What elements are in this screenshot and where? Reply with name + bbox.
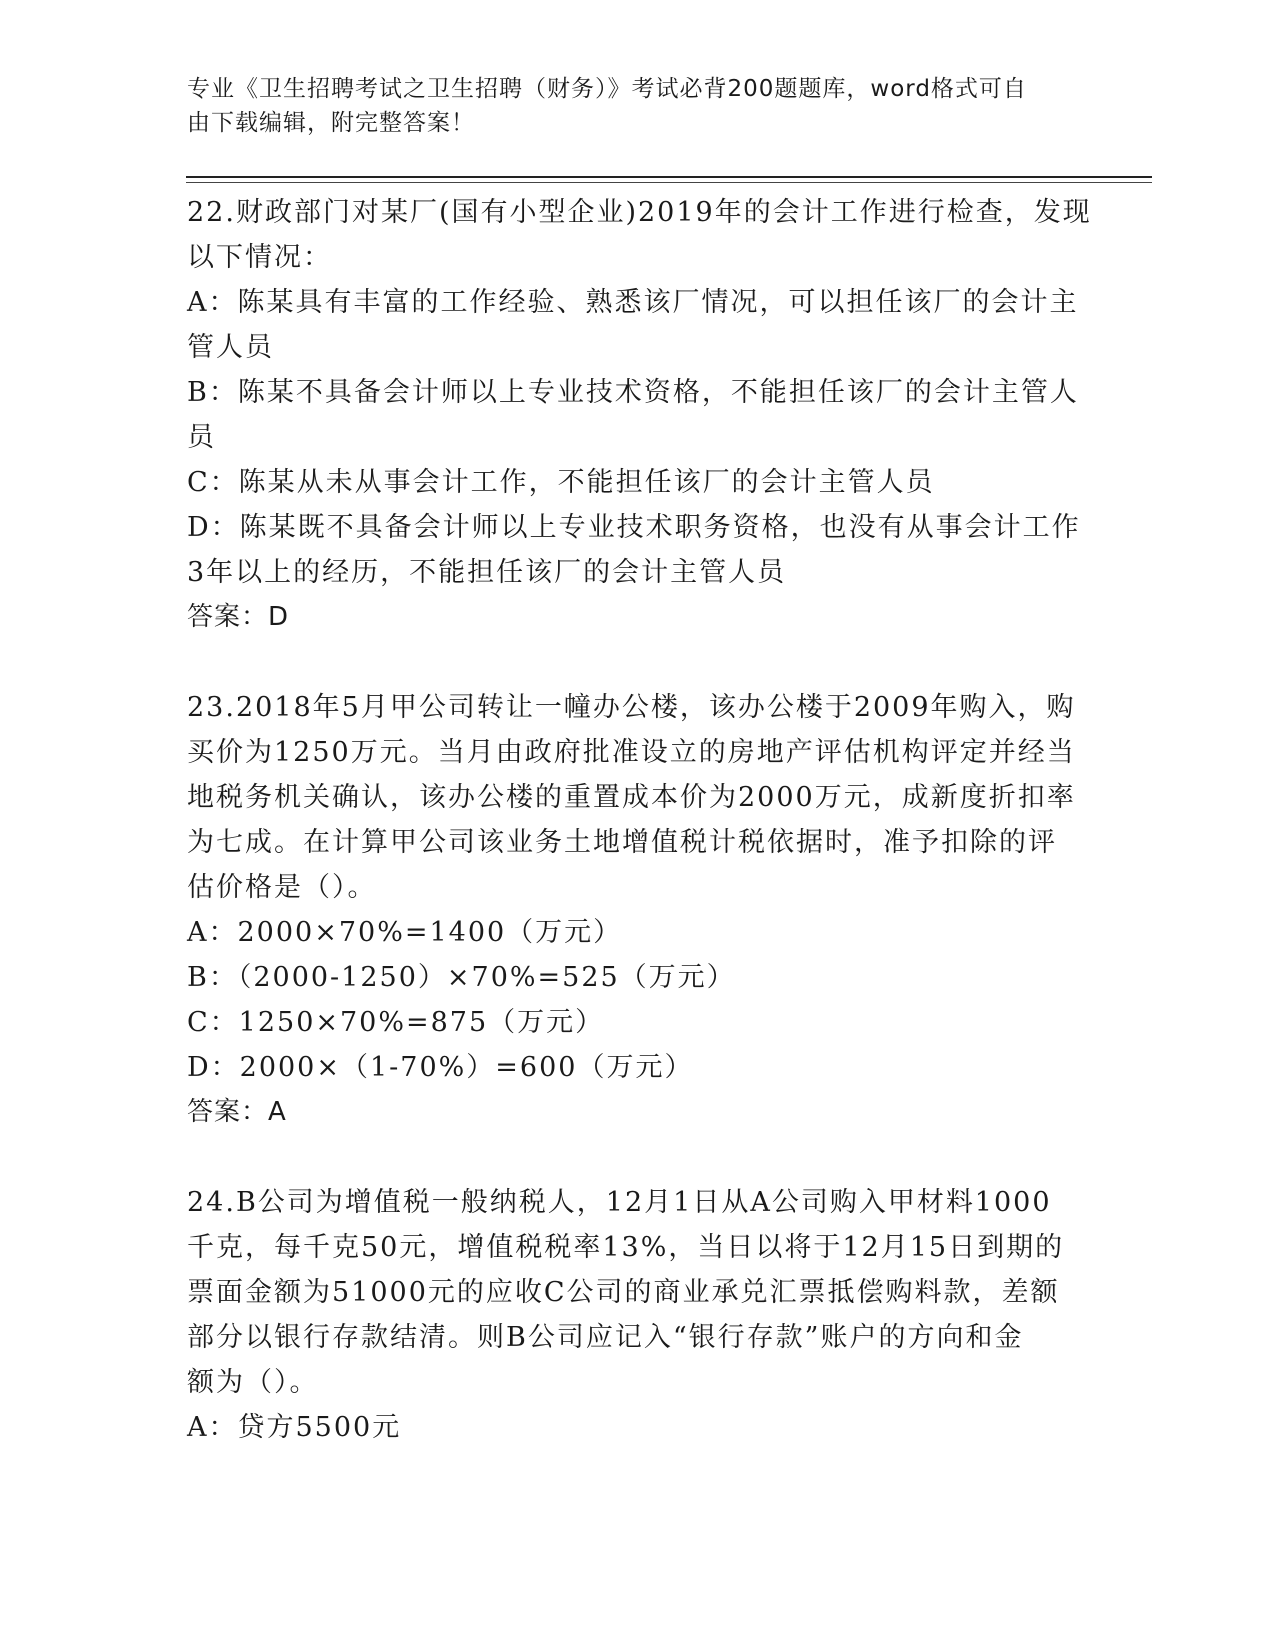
option-b-cont: 员	[187, 422, 216, 453]
document-header	[187, 72, 1067, 140]
question-text-line: 千克，每千克50元，增值税税率13%，当日以将于12月15日到期的	[187, 1232, 1065, 1263]
option-a: A：2000×70%=1400（万元）	[187, 917, 623, 948]
question-text-line: 地税务机关确认，该办公楼的重置成本价为2000万元，成新度折扣率	[187, 782, 1076, 813]
header-divider-thick	[186, 176, 1152, 178]
question-text-line: 买价为1250万元。当月由政府批准设立的房地产评估机构评定并经当	[187, 737, 1076, 768]
option-d: D：2000×（1-70%）=600（万元）	[187, 1052, 694, 1083]
question-spacer	[187, 1135, 1067, 1180]
question-24	[187, 1180, 1067, 1450]
question-text-line: 部分以银行存款结清。则B公司应记入“银行存款”账户的方向和金	[187, 1322, 1024, 1353]
option-c: C：陈某从未从事会计工作，不能担任该厂的会计主管人员	[187, 467, 935, 498]
header-line-1: 专业《卫生招聘考试之卫生招聘（财务）》考试必背200题题库，word格式可自	[187, 76, 1027, 102]
option-b: B：（2000-1250）×70%=525（万元）	[187, 962, 736, 993]
header-line-2: 由下载编辑，附完整答案！	[187, 110, 475, 136]
question-text-line: 额为（）。	[187, 1367, 319, 1398]
option-d: D：陈某既不具备会计师以上专业技术职务资格，也没有从事会计工作	[187, 512, 1081, 543]
question-spacer	[187, 640, 1067, 685]
question-text-line: 24.B公司为增值税一般纳税人，12月1日从A公司购入甲材料1000	[187, 1187, 1052, 1218]
option-c: C：1250×70%=875（万元）	[187, 1007, 605, 1038]
header-divider-thin	[186, 182, 1152, 183]
question-text-line: 22.财政部门对某厂(国有小型企业)2019年的会计工作进行检查，发现	[187, 197, 1092, 228]
question-text-line: 为七成。在计算甲公司该业务土地增值税计税依据时，准予扣除的评	[187, 827, 1057, 858]
option-b: B：陈某不具备会计师以上专业技术资格，不能担任该厂的会计主管人	[187, 377, 1079, 408]
question-content	[187, 190, 1092, 1450]
question-23	[187, 685, 1076, 1135]
question-text-line: 票面金额为51000元的应收C公司的商业承兑汇票抵偿购料款，差额	[187, 1277, 1060, 1308]
option-d-cont: 3年以上的经历，不能担任该厂的会计主管人员	[187, 557, 787, 588]
option-a: A：贷方5500元	[187, 1412, 402, 1443]
option-a-cont: 管人员	[187, 332, 274, 363]
answer-label: 答案：A	[187, 1097, 287, 1127]
question-text-line: 以下情况：	[187, 242, 332, 273]
question-22	[187, 190, 1092, 640]
question-text-line: 23.2018年5月甲公司转让一幢办公楼，该办公楼于2009年购入，购	[187, 692, 1076, 723]
question-text-line: 估价格是（）。	[187, 872, 377, 903]
answer-label: 答案：D	[187, 602, 290, 632]
option-a: A：陈某具有丰富的工作经验、熟悉该厂情况，可以担任该厂的会计主	[187, 287, 1079, 318]
